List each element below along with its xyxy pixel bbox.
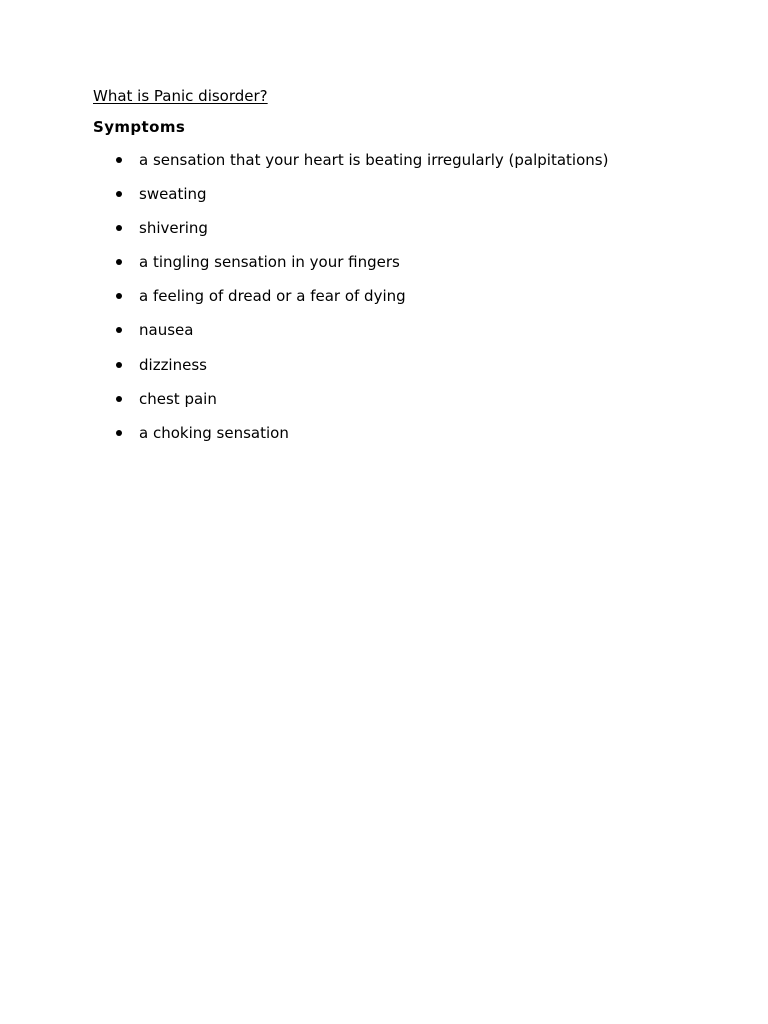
list-item bbox=[0, 320, 700, 354]
list-item-text: shivering bbox=[139, 219, 208, 238]
list-item-text: sweating bbox=[139, 185, 207, 204]
list-item bbox=[0, 252, 700, 286]
list-item-text: a choking sensation bbox=[139, 423, 289, 442]
bullet-icon bbox=[116, 430, 122, 436]
list-item bbox=[0, 218, 700, 252]
symptom-list bbox=[0, 150, 700, 457]
list-item-text: a feeling of dread or a fear of dying bbox=[139, 287, 406, 306]
list-item bbox=[0, 184, 700, 218]
list-item-text: nausea bbox=[139, 321, 194, 340]
list-item bbox=[0, 389, 700, 423]
list-item-text: a sensation that your heart is beating irregularly (palpitations) bbox=[139, 151, 609, 169]
list-item-text: chest pain bbox=[139, 389, 217, 408]
list-item bbox=[0, 355, 700, 389]
bullet-icon bbox=[116, 157, 122, 163]
list-item-text: a tingling sensation in your fingers bbox=[139, 253, 400, 272]
bullet-icon bbox=[116, 362, 122, 368]
page-title: What is Panic disorder? bbox=[93, 87, 268, 105]
bullet-icon bbox=[116, 225, 122, 231]
bullet-icon bbox=[116, 327, 122, 333]
list-item-text: dizziness bbox=[139, 355, 207, 374]
bullet-icon bbox=[116, 259, 122, 265]
bullet-icon bbox=[116, 293, 122, 299]
list-item bbox=[0, 423, 700, 457]
list-item bbox=[0, 286, 700, 320]
section-heading-symptoms: Symptoms bbox=[93, 118, 186, 136]
list-item bbox=[0, 150, 700, 184]
bullet-icon bbox=[116, 396, 122, 402]
bullet-icon bbox=[116, 191, 122, 197]
